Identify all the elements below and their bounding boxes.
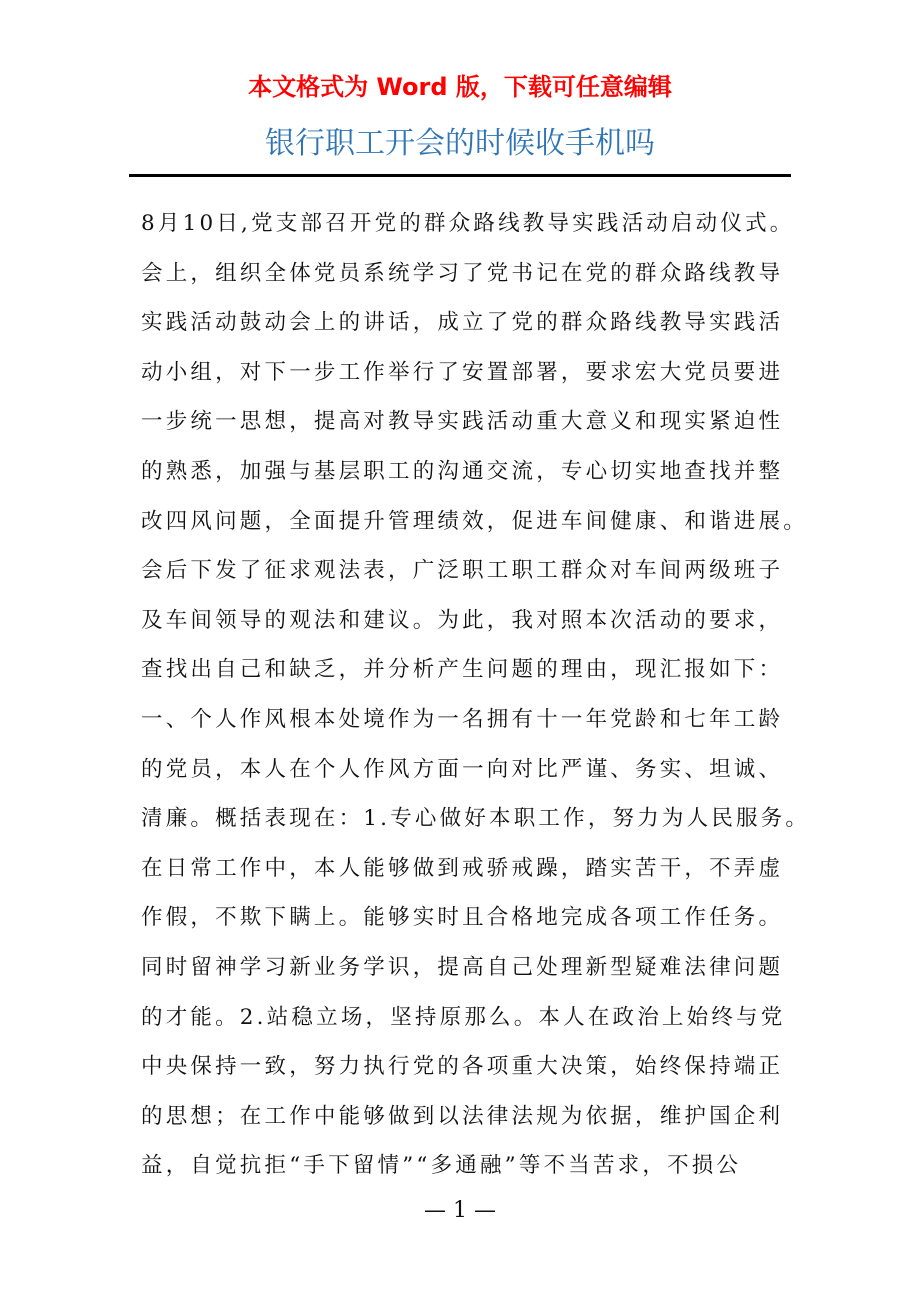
body-line: 的熟悉，加强与基层职工的沟通交流，专心切实地查找并整 <box>141 458 784 484</box>
format-notice-banner: 本文格式为 Word 版，下载可任意编辑 <box>248 73 672 101</box>
body-line: 动小组，对下一步工作举行了安置部署，要求宏大党员要进 <box>141 359 784 385</box>
body-line: 改四风问题，全面提升管理绩效，促进车间健康、和谐进展。 <box>141 508 808 534</box>
body-line: 实践活动鼓动会上的讲话，成立了党的群众路线教导实践活 <box>141 310 784 336</box>
body-line: 的党员，本人在个人作风方面一向对比严谨、务实、坦诚、 <box>141 756 784 782</box>
title-divider <box>129 174 791 177</box>
body-line: 查找出自己和缺乏，并分析产生问题的理由，现汇报如下： <box>141 657 784 683</box>
body-line: 在日常工作中，本人能够做到戒骄戒躁，踏实苦干，不弄虚 <box>141 855 784 881</box>
body-line: 益，自觉抗拒“手下留情”“多通融”等不当苦求，不损公 <box>141 1153 742 1179</box>
page-number: — 1 — <box>424 1198 496 1223</box>
body-line: 一步统一思想，提高对教导实践活动重大意义和现实紧迫性 <box>141 409 784 435</box>
body-line: 的才能。2.站稳立场，坚持原那么。本人在政治上始终与党 <box>141 1004 786 1030</box>
body-line: 作假，不欺下瞒上。能够实时且合格地完成各项工作任务。 <box>141 905 784 931</box>
document-title: 银行职工开会的时候收手机吗 <box>265 126 655 161</box>
document-body <box>141 199 811 1191</box>
body-line: 的思想；在工作中能够做到以法律法规为依据，维护国企利 <box>141 1103 784 1129</box>
body-line: 中央保持一致，努力执行党的各项重大决策，始终保持端正 <box>141 1054 784 1080</box>
body-line: 及车间领导的观法和建议。为此，我对照本次活动的要求， <box>141 607 784 633</box>
body-line: 同时留神学习新业务学识，提高自己处理新型疑难法律问题 <box>141 954 784 980</box>
body-line: 一、个人作风根本处境作为一名拥有十一年党龄和七年工龄 <box>141 706 784 732</box>
body-line: 清廉。概括表现在：1.专心做好本职工作，努力为人民服务。 <box>141 806 811 832</box>
body-line: 8月10日,党支部召开党的群众路线教导实践活动启动仪式。 <box>141 211 795 236</box>
body-line: 会上，组织全体党员系统学习了党书记在党的群众路线教导 <box>141 260 784 286</box>
body-line: 会后下发了征求观法表，广泛职工职工群众对车间两级班子 <box>141 558 784 584</box>
